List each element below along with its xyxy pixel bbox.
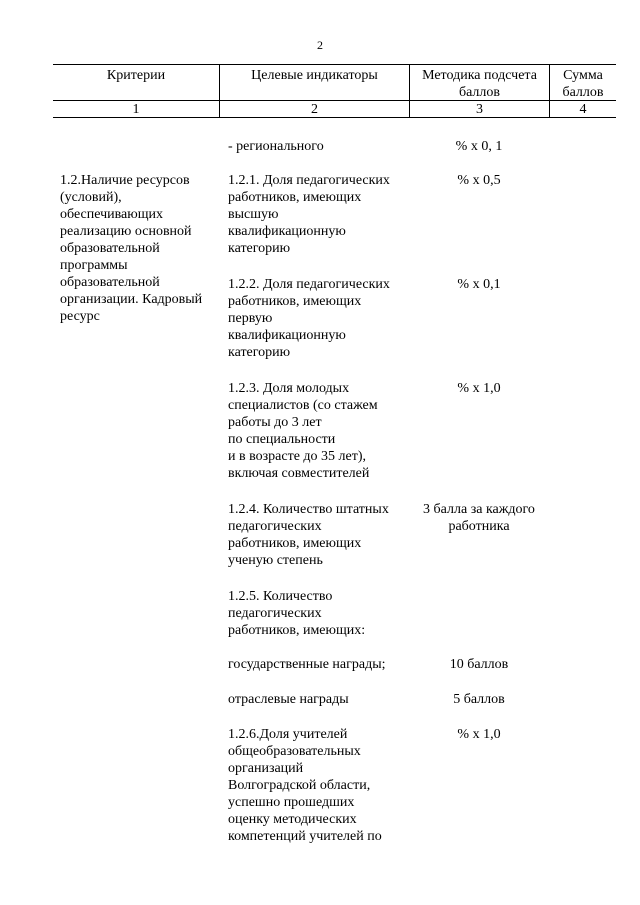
criterion-text: 1.2.Наличие ресурсов (условий), обеспечивающих реализацию основной образовательной программы образовательной организации. Кадровый ресурс <box>60 173 203 324</box>
indicator-row: отраслевые награды <box>228 692 349 707</box>
indicator-row: 1.2.6.Доля учителей общеобразовательных организаций Волгоградской области, успешно прошедших оценку методических компетенций учителей по <box>228 727 382 844</box>
method-cell: % х 1,0 <box>457 727 501 742</box>
column-number: 3 <box>476 102 483 117</box>
method-cell: 10 баллов <box>449 657 509 672</box>
header-criteria: Критерии <box>106 68 166 83</box>
method-cell: % х 0, 1 <box>455 139 503 154</box>
method-cell: 3 балла за каждого работника <box>423 502 535 534</box>
column-number: 4 <box>579 102 587 117</box>
page-number: 2 <box>317 38 323 52</box>
indicator-row: 1.2.1. Доля педагогических работников, имеющих высшую квалификационную категорию <box>228 173 390 256</box>
table-top-border <box>53 64 616 65</box>
indicator-row: 1.2.3. Доля молодых специалистов (со стажем работы до 3 лет по специальности и в возрасте до 35 лет), включая совместителей <box>228 381 378 481</box>
indicator-row: 1.2.2. Доля педагогических работников, имеющих первую квалификационную категорию <box>228 277 390 360</box>
method-cell: % х 0,5 <box>457 173 501 188</box>
method-cell: % х 0,1 <box>457 277 501 292</box>
header-score-sum: Сумма баллов <box>562 68 604 100</box>
indicator-row: 1.2.4. Количество штатных педагогических работников, имеющих ученую степень <box>228 502 389 568</box>
column-number: 2 <box>311 102 318 117</box>
header-method: Методика подсчета баллов <box>422 68 537 100</box>
indicator-row: 1.2.5. Количество педагогических работников, имеющих: <box>228 589 366 638</box>
method-cell: % х 1,0 <box>457 381 501 396</box>
header-indicators: Целевые индикаторы <box>251 68 378 83</box>
indicator-row: - регионального <box>228 139 324 154</box>
indicator-row: государственные награды; <box>228 657 386 672</box>
column-number: 1 <box>132 102 140 117</box>
method-cell: 5 баллов <box>453 692 505 707</box>
